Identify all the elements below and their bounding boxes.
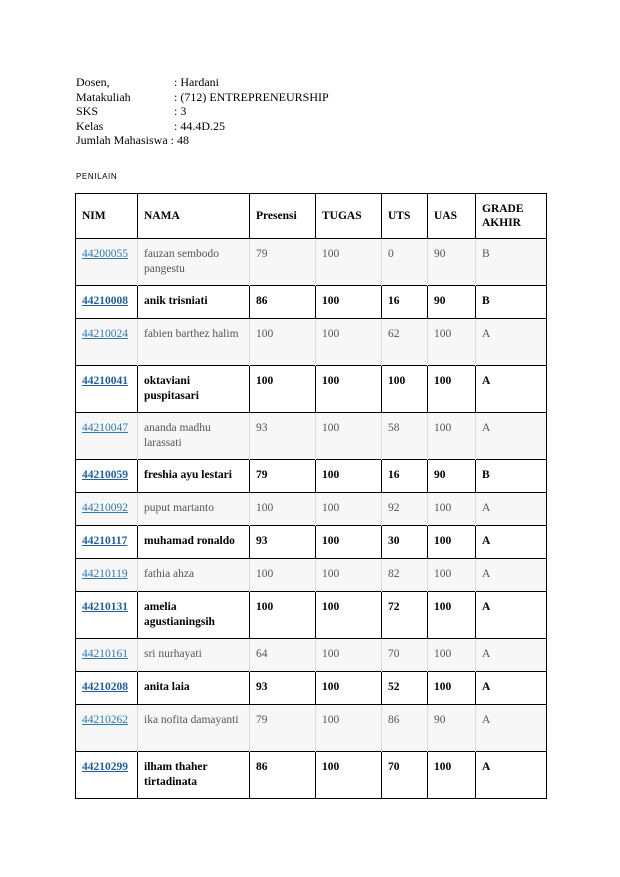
cell-nama: freshia ayu lestari <box>138 460 250 493</box>
cell-tugas: 100 <box>316 705 382 752</box>
cell-nama: ananda madhu larassati <box>138 413 250 460</box>
cell-grade: B <box>476 460 547 493</box>
info-sks <box>76 104 329 119</box>
cell-uts: 30 <box>382 526 428 559</box>
cell-uas: 100 <box>428 752 476 799</box>
cell-grade: A <box>476 752 547 799</box>
cell-uas: 100 <box>428 413 476 460</box>
table-row <box>76 752 547 799</box>
cell-uas: 100 <box>428 526 476 559</box>
cell-presensi: 64 <box>250 639 316 672</box>
table-row <box>76 592 547 639</box>
nim-link[interactable]: 44210262 <box>82 714 128 726</box>
nim-link[interactable]: 44210024 <box>82 328 128 340</box>
cell-uas: 100 <box>428 366 476 413</box>
cell-grade: A <box>476 559 547 592</box>
cell-nama: sri nurhayati <box>138 639 250 672</box>
cell-grade: B <box>476 239 547 286</box>
cell-uas: 100 <box>428 639 476 672</box>
table-row <box>76 639 547 672</box>
cell-uts: 62 <box>382 319 428 366</box>
nim-link[interactable]: 44210131 <box>82 601 128 613</box>
cell-grade: A <box>476 526 547 559</box>
cell-nim <box>76 559 138 592</box>
header-tugas: TUGAS <box>316 194 382 239</box>
cell-grade: B <box>476 286 547 319</box>
info-jumlah <box>76 133 329 148</box>
cell-nim <box>76 526 138 559</box>
cell-presensi: 86 <box>250 752 316 799</box>
cell-nim <box>76 286 138 319</box>
dosen-value: : Hardani <box>174 75 219 89</box>
kelas-value: : 44.4D.25 <box>174 118 225 133</box>
sks-label: SKS <box>76 104 99 119</box>
header-nama: NAMA <box>138 194 250 239</box>
table-row <box>76 366 547 413</box>
cell-nama: anik trisniati <box>138 286 250 319</box>
cell-presensi: 79 <box>250 705 316 752</box>
nim-link[interactable]: 44210092 <box>82 502 128 514</box>
cell-nama: amelia agustianingsih <box>138 592 250 639</box>
matakuliah-label: Matakuliah <box>76 89 131 104</box>
cell-tugas: 100 <box>316 366 382 413</box>
table-header-row <box>76 194 547 239</box>
cell-uas: 90 <box>428 460 476 493</box>
sks-value: : 3 <box>174 104 187 119</box>
cell-grade: A <box>476 413 547 460</box>
cell-nama: anita laia <box>138 672 250 705</box>
table-row <box>76 559 547 592</box>
table-row <box>76 493 547 526</box>
nim-link[interactable]: 44210041 <box>82 375 128 387</box>
nim-link[interactable]: 44210299 <box>82 761 128 773</box>
cell-uts: 16 <box>382 460 428 493</box>
cell-uas: 90 <box>428 239 476 286</box>
cell-grade: A <box>476 639 547 672</box>
cell-tugas: 100 <box>316 460 382 493</box>
cell-uas: 100 <box>428 319 476 366</box>
cell-nim <box>76 460 138 493</box>
cell-nama: ilham thaher tirtadinata <box>138 752 250 799</box>
cell-presensi: 100 <box>250 559 316 592</box>
cell-uts: 58 <box>382 413 428 460</box>
jumlah-mahasiswa: Jumlah Mahasiswa : 48 <box>76 133 189 148</box>
kelas-label: Kelas <box>76 118 104 133</box>
cell-uts: 82 <box>382 559 428 592</box>
cell-nim <box>76 705 138 752</box>
cell-tugas: 100 <box>316 672 382 705</box>
cell-uts: 92 <box>382 493 428 526</box>
cell-nim <box>76 319 138 366</box>
table-row <box>76 672 547 705</box>
header-uas: UAS <box>428 194 476 239</box>
cell-nim <box>76 592 138 639</box>
info-dosen <box>76 75 329 90</box>
cell-presensi: 100 <box>250 592 316 639</box>
dosen-label: Dosen, <box>76 75 110 89</box>
cell-tugas: 100 <box>316 526 382 559</box>
table-row <box>76 460 547 493</box>
cell-presensi: 93 <box>250 413 316 460</box>
cell-uts: 72 <box>382 592 428 639</box>
cell-uas: 100 <box>428 672 476 705</box>
cell-presensi: 100 <box>250 319 316 366</box>
cell-uts: 70 <box>382 752 428 799</box>
cell-tugas: 100 <box>316 239 382 286</box>
cell-grade: A <box>476 319 547 366</box>
grades-table <box>75 193 547 799</box>
cell-nama: muhamad ronaldo <box>138 526 250 559</box>
cell-nama: fauzan sembodo pangestu <box>138 239 250 286</box>
cell-uas: 100 <box>428 493 476 526</box>
nim-link[interactable]: 44210208 <box>82 681 128 693</box>
nim-link[interactable]: 44200055 <box>82 248 128 260</box>
cell-nama: fabien barthez halim <box>138 319 250 366</box>
cell-nim <box>76 493 138 526</box>
cell-presensi: 79 <box>250 460 316 493</box>
header-grade: GRADE AKHIR <box>476 194 547 239</box>
cell-presensi: 79 <box>250 239 316 286</box>
cell-grade: A <box>476 672 547 705</box>
cell-uas: 100 <box>428 559 476 592</box>
nim-link[interactable]: 44210161 <box>82 648 128 660</box>
table-row <box>76 286 547 319</box>
cell-tugas: 100 <box>316 413 382 460</box>
nim-link[interactable]: 44210059 <box>82 469 128 481</box>
header-nim: NIM <box>76 194 138 239</box>
table-row <box>76 705 547 752</box>
cell-nama: puput martanto <box>138 493 250 526</box>
info-matakuliah <box>76 90 329 105</box>
cell-uts: 100 <box>382 366 428 413</box>
cell-uas: 100 <box>428 592 476 639</box>
info-kelas <box>76 119 329 134</box>
cell-presensi: 93 <box>250 526 316 559</box>
cell-nim <box>76 239 138 286</box>
cell-nim <box>76 672 138 705</box>
course-info <box>76 75 329 148</box>
cell-uts: 86 <box>382 705 428 752</box>
cell-uts: 52 <box>382 672 428 705</box>
cell-uas: 90 <box>428 286 476 319</box>
cell-grade: A <box>476 366 547 413</box>
cell-tugas: 100 <box>316 286 382 319</box>
cell-tugas: 100 <box>316 559 382 592</box>
section-title: PENILAIN <box>76 172 118 181</box>
table-row <box>76 239 547 286</box>
cell-nim <box>76 413 138 460</box>
nim-link[interactable]: 44210119 <box>82 568 128 580</box>
cell-uas: 90 <box>428 705 476 752</box>
cell-presensi: 100 <box>250 493 316 526</box>
cell-nim <box>76 639 138 672</box>
nim-link[interactable]: 44210008 <box>82 295 128 307</box>
cell-tugas: 100 <box>316 639 382 672</box>
cell-nama: ika nofita damayanti <box>138 705 250 752</box>
cell-grade: A <box>476 705 547 752</box>
cell-uts: 70 <box>382 639 428 672</box>
table-row <box>76 319 547 366</box>
table-row <box>76 526 547 559</box>
header-uts: UTS <box>382 194 428 239</box>
cell-tugas: 100 <box>316 592 382 639</box>
cell-nama: fathia ahza <box>138 559 250 592</box>
cell-nim <box>76 752 138 799</box>
nim-link[interactable]: 44210047 <box>82 422 128 434</box>
cell-tugas: 100 <box>316 493 382 526</box>
cell-presensi: 93 <box>250 672 316 705</box>
matakuliah-value: : (712) ENTREPRENEURSHIP <box>174 89 329 104</box>
nim-link[interactable]: 44210117 <box>82 535 128 547</box>
cell-tugas: 100 <box>316 319 382 366</box>
cell-tugas: 100 <box>316 752 382 799</box>
cell-nim <box>76 366 138 413</box>
cell-presensi: 100 <box>250 366 316 413</box>
cell-grade: A <box>476 493 547 526</box>
cell-presensi: 86 <box>250 286 316 319</box>
cell-uts: 0 <box>382 239 428 286</box>
cell-uts: 16 <box>382 286 428 319</box>
table-row <box>76 413 547 460</box>
cell-nama: oktaviani puspitasari <box>138 366 250 413</box>
header-presensi: Presensi <box>250 194 316 239</box>
cell-grade: A <box>476 592 547 639</box>
